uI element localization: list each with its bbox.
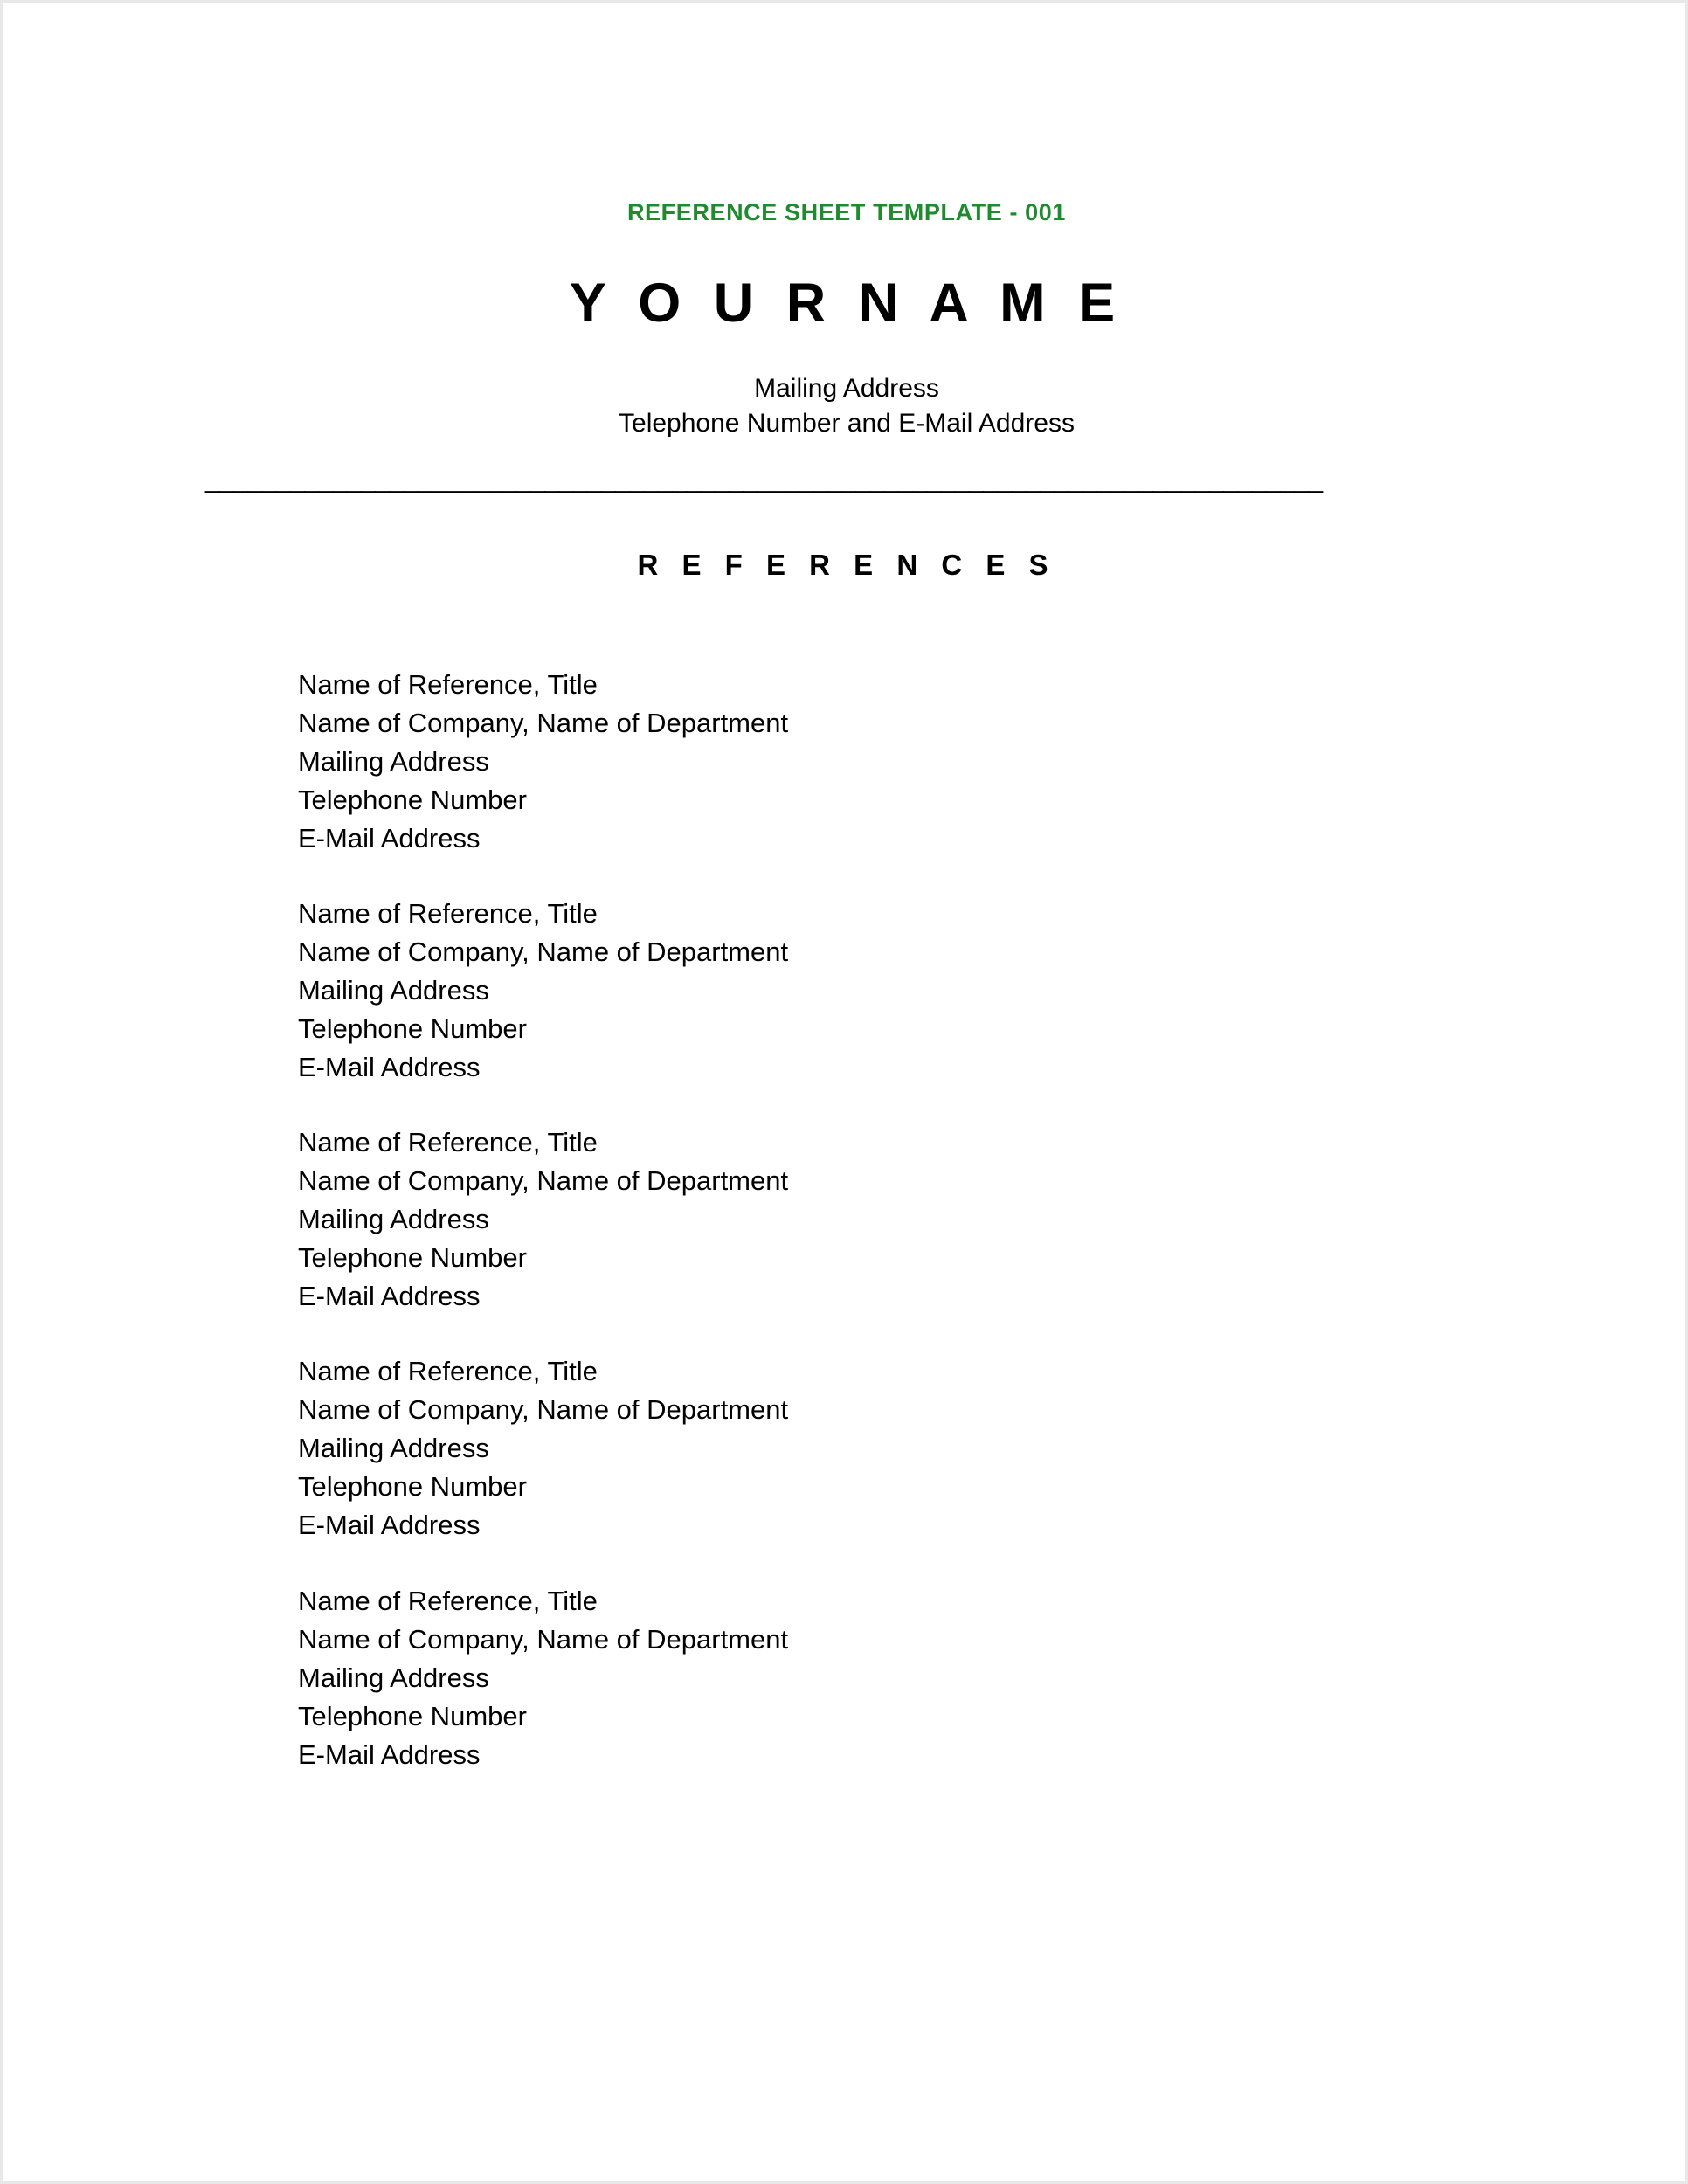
template-label: REFERENCE SHEET TEMPLATE - 001	[626, 199, 1067, 225]
reference-company-department: Name of Company, Name of Department	[298, 936, 789, 968]
reference-mailing-address: Mailing Address	[298, 1204, 489, 1235]
page-title: Y O U R N A M E	[569, 273, 1124, 334]
reference-name-title: Name of Reference, Title	[298, 669, 598, 701]
list-item	[298, 666, 1688, 858]
reference-company-department: Name of Company, Name of Department	[298, 1623, 789, 1655]
contact-mailing-address: Mailing Address	[754, 374, 939, 403]
contact-block	[3, 371, 1688, 440]
list-item	[298, 1582, 1688, 1774]
reference-email: E-Mail Address	[298, 1281, 481, 1312]
contact-phone-email: Telephone Number and E-Mail Address	[619, 408, 1075, 438]
reference-company-department: Name of Company, Name of Department	[298, 708, 789, 739]
reference-telephone: Telephone Number	[298, 1242, 527, 1274]
list-item	[298, 1352, 1688, 1545]
reference-mailing-address: Mailing Address	[298, 1433, 489, 1464]
reference-email: E-Mail Address	[298, 1052, 481, 1083]
references-list	[3, 666, 1688, 1773]
reference-name-title: Name of Reference, Title	[298, 1356, 598, 1387]
reference-name-title: Name of Reference, Title	[298, 1127, 598, 1158]
reference-email: E-Mail Address	[298, 823, 481, 854]
reference-telephone: Telephone Number	[298, 1700, 527, 1731]
document-content	[3, 3, 1688, 1811]
reference-telephone: Telephone Number	[298, 784, 527, 816]
section-title-references: R E F E R E N C E S	[637, 549, 1056, 582]
reference-mailing-address: Mailing Address	[298, 746, 489, 778]
list-item	[298, 1123, 1688, 1316]
reference-email: E-Mail Address	[298, 1738, 481, 1770]
reference-name-title: Name of Reference, Title	[298, 898, 598, 930]
horizontal-divider: _______________________________________________________________________________	[205, 465, 1323, 494]
reference-company-department: Name of Company, Name of Department	[298, 1394, 789, 1426]
reference-telephone: Telephone Number	[298, 1471, 527, 1503]
reference-mailing-address: Mailing Address	[298, 1662, 489, 1693]
reference-mailing-address: Mailing Address	[298, 975, 489, 1006]
list-item	[298, 895, 1688, 1087]
reference-telephone: Telephone Number	[298, 1013, 527, 1045]
reference-company-department: Name of Company, Name of Department	[298, 1165, 789, 1197]
reference-email: E-Mail Address	[298, 1510, 481, 1541]
reference-name-title: Name of Reference, Title	[298, 1585, 598, 1616]
